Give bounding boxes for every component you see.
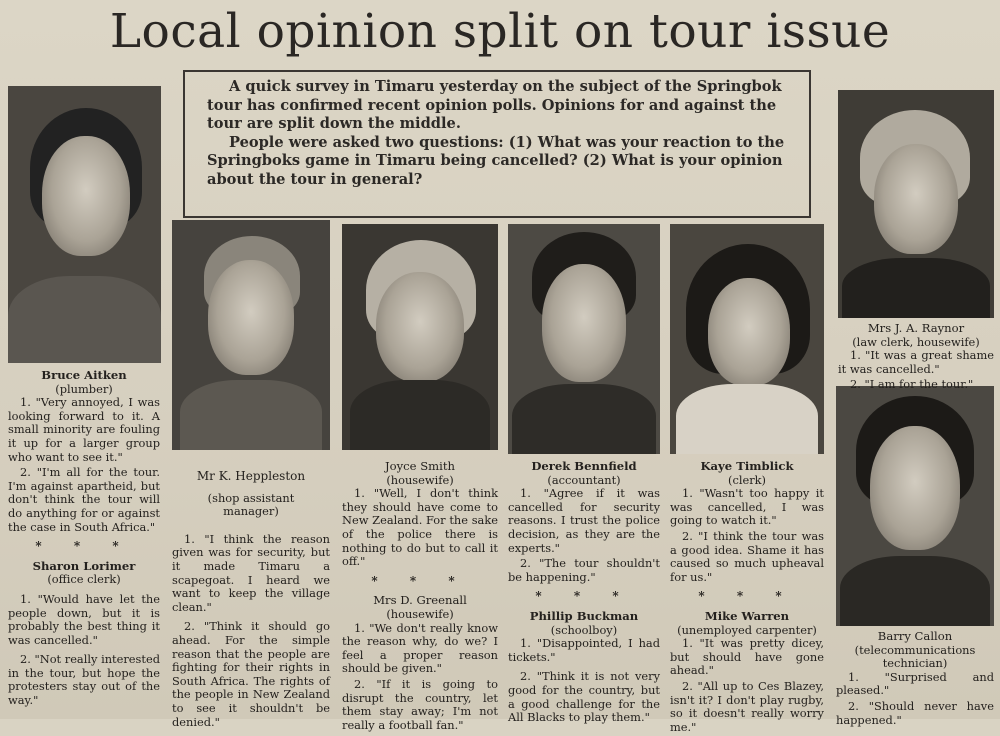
name-joyce-smith: Joyce Smith (385, 459, 455, 473)
column-raynor (838, 322, 994, 394)
role-k-heppleston: (shop assistant manager) (207, 490, 295, 519)
role-d-greenall: (housewife) (386, 606, 454, 621)
answer-buckman-1: 1. "Disappointed, I had tickets." (508, 636, 660, 664)
role-sharon-lorimer: (office clerk) (47, 572, 121, 587)
role-joyce-smith: (housewife) (386, 472, 454, 487)
role-j-a-raynor: (law clerk, housewife) (852, 334, 980, 349)
answer-heppleston-2: 2. "Think it should go ahead. For the simple reason that the people are fighting for their rights in South Africa. The rights of the people in New Zealand to see it shouldn't be denied." (172, 619, 330, 729)
column-timblick-warren (670, 460, 824, 736)
name-sharon-lorimer: Sharon Lorimer (32, 558, 136, 573)
intro-box (183, 70, 811, 218)
answer-raynor-1: 1. "It was a great shame it was cancelled." (838, 348, 994, 376)
photo-kaye-timblick (670, 224, 824, 454)
answer-callon-1: 1. "Surprised and pleased." (836, 669, 994, 698)
answer-aitken-2: 2. "I'm all for the tour. I'm against apartheid, but don't think the tour will do anything for or against the case in South Africa." (8, 465, 160, 534)
column-bennfield-buckman (508, 460, 660, 727)
answer-smith-1: 1. "Well, I don't think they should have come to New Zealand. For the sake of the police there is nothing to do but to call it off." (342, 486, 498, 569)
photo-bruce-aitken (8, 86, 161, 363)
name-j-a-raynor: Mrs J. A. Raynor (867, 321, 965, 335)
answer-lorimer-2: 2. "Not really interested in the tour, but hope the protesters stay out of the way." (8, 652, 161, 708)
headline: Local opinion split on tour issue (109, 4, 891, 59)
intro-paragraph-2: People were asked two questions: (1) What was your reaction to the Springboks game in Timaru being cancelled? (2) What is your opinion about the tour in general? (207, 133, 785, 188)
column-smith-greenall (342, 460, 498, 734)
answer-greenall-2: 2. "If it is going to disrupt the country, let them stay away; I'm not really a football fan." (342, 676, 498, 732)
answer-aitken-1: 1. "Very annoyed, I was looking forward to it. A small minority are fouling it up for a larger group who want to see it." (8, 395, 160, 464)
answer-heppleston-1: 1. "I think the reason given was for security, but it made Timaru a scapegoat. I heard we want to keep the village clean." (172, 531, 330, 614)
separator-stars: * * * (35, 539, 133, 554)
answer-warren-2: 2. "All up to Ces Blazey, isn't it? I don't play rugby, so it doesn't really worry me." (670, 678, 824, 734)
answer-buckman-2: 2. "Think it is not very good for the country, but a good challenge for the All Blacks to play them." (508, 669, 660, 725)
name-k-heppleston: Mr K. Heppleston (196, 469, 306, 483)
name-phillip-buckman: Phillip Buckman (529, 608, 639, 623)
answer-lorimer-1: 1. "Would have let the people down, but it is probably the best thing it was cancelled." (8, 591, 160, 647)
separator-stars: * * * (371, 573, 469, 588)
column-callon (836, 630, 994, 729)
separator-stars: * * * (698, 589, 796, 604)
answer-callon-2: 2. "Should never have happened." (836, 698, 994, 727)
answer-greenall-1: 1. "We don't really know the reason why, do we? I feel a proper reason should be given." (342, 620, 498, 676)
name-derek-bennfield: Derek Bennfield (531, 459, 637, 473)
photo-barry-callon (836, 386, 994, 626)
photo-k-heppleston (172, 220, 330, 450)
role-mike-warren: (unemployed carpenter) (677, 622, 817, 637)
intro-paragraph-1: A quick survey in Timaru yesterday on the subject of the Springbok tour has confirmed recent opinion polls. Opinions for and against the tour are split down the middle. (207, 78, 782, 133)
name-barry-callon: Barry Callon (877, 629, 953, 643)
role-kaye-timblick: (clerk) (728, 472, 766, 487)
photo-j-a-raynor (838, 90, 994, 318)
photo-derek-bennfield (508, 224, 660, 454)
role-barry-callon: (telecommunications technician) (854, 642, 976, 671)
name-kaye-timblick: Kaye Timblick (700, 459, 794, 473)
role-derek-bennfield: (accountant) (547, 472, 621, 487)
answer-warren-1: 1. "It was pretty dicey, but should have gone ahead." (670, 636, 824, 678)
answer-bennfield-2: 2. "The tour shouldn't be happening." (508, 556, 660, 584)
role-bruce-aitken: (plumber) (55, 381, 113, 396)
answer-raynor-2: 2. "I am for the tour." (850, 377, 974, 392)
answer-timblick-1: 1. "Wasn't too happy it was cancelled, I was going to watch it." (670, 486, 824, 528)
column-heppleston (172, 470, 330, 731)
name-d-greenall: Mrs D. Greenall (373, 593, 467, 608)
separator-stars: * * * (535, 589, 633, 604)
answer-bennfield-1: 1. "Agree if it was cancelled for security reasons. I trust the police decision, as they are the experts." (508, 486, 660, 555)
role-phillip-buckman: (schoolboy) (550, 622, 618, 637)
column-aitken-lorimer (8, 369, 160, 710)
name-bruce-aitken: Bruce Aitken (41, 368, 127, 382)
answer-timblick-2: 2. "I think the tour was a good idea. Shame it has caused so much upheaval for us." (670, 528, 824, 584)
photo-joyce-smith (342, 224, 498, 450)
name-mike-warren: Mike Warren (704, 608, 790, 623)
